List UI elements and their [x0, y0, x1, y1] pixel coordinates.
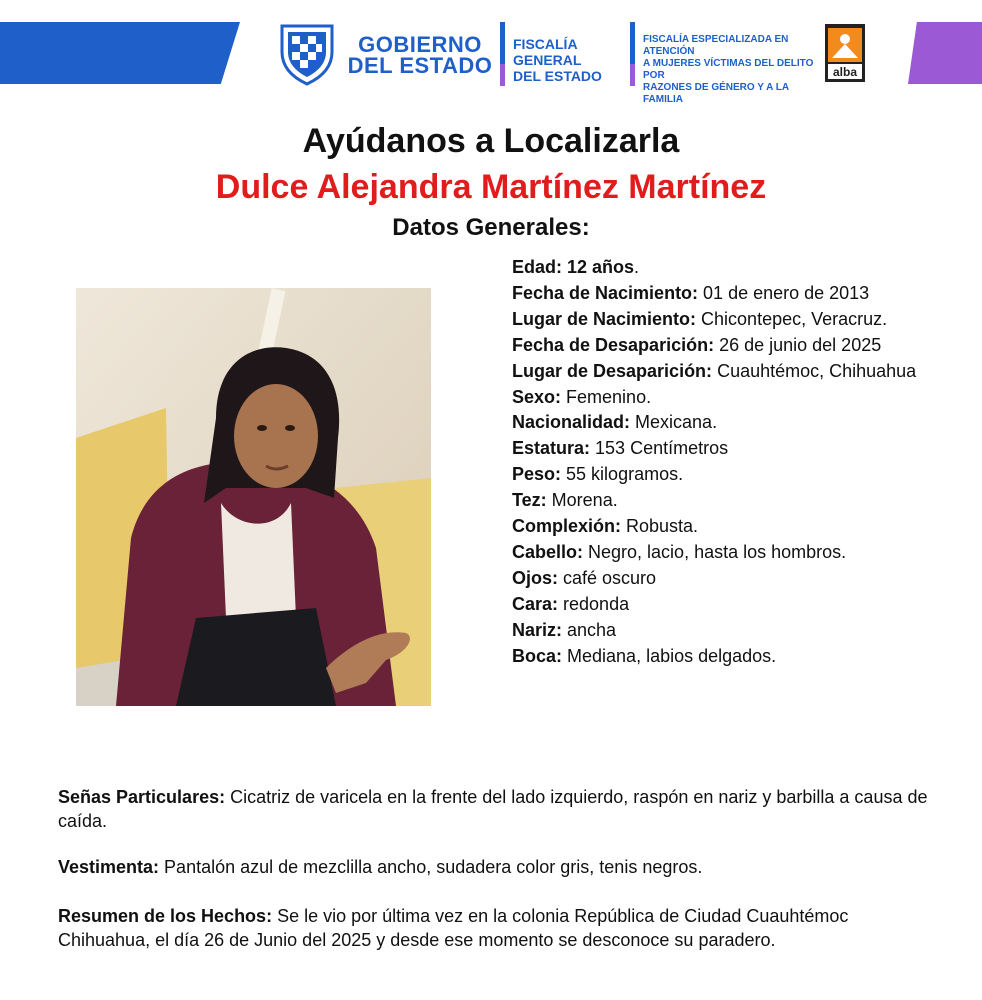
detail-peso	[512, 462, 952, 488]
detail-label: Fecha de Desaparición:	[512, 334, 715, 355]
detail-nariz	[512, 618, 952, 644]
detail-value: ancha	[562, 619, 617, 640]
detail-cara	[512, 592, 952, 618]
detail-cabello	[512, 540, 952, 566]
detail-label: Ojos:	[512, 567, 559, 588]
senas-label: Señas Particulares:	[58, 787, 226, 807]
senas-particulares	[58, 785, 938, 833]
detail-label: Complexión:	[512, 516, 622, 537]
detail-label: Boca:	[512, 645, 563, 666]
especializada-line3: RAZONES DE GÉNERO Y A LA FAMILIA	[643, 82, 789, 105]
detail-label: Peso:	[512, 464, 562, 485]
detail-boca	[512, 644, 952, 670]
divider-bar	[500, 22, 505, 86]
detail-label: Edad: 12 años	[512, 257, 635, 277]
alba-logo-icon	[822, 22, 868, 86]
detail-value: Robusta.	[621, 516, 699, 537]
detail-value: Morena.	[546, 490, 618, 511]
detail-label: Fecha de Nacimiento:	[512, 282, 699, 303]
fiscalia-line2: DEL ESTADO	[513, 68, 602, 84]
state-shield-icon	[278, 22, 336, 86]
detail-ojos	[512, 566, 952, 592]
detail-fecha-desaparicion	[512, 333, 952, 359]
detail-value: Mediana, labios delgados.	[562, 645, 777, 666]
divider-bar	[630, 22, 635, 86]
fiscalia-line1: FISCALÍA GENERAL	[513, 36, 582, 68]
resumen-hechos	[58, 904, 938, 952]
gobierno-line1: GOBIERNO	[358, 32, 482, 57]
detail-estatura	[512, 436, 952, 462]
detail-value: Chicontepec, Veracruz.	[696, 308, 888, 329]
detail-label: Nacionalidad:	[512, 412, 631, 433]
detail-value: 55 kilogramos.	[561, 464, 684, 485]
detail-lugar-desaparicion	[512, 359, 952, 385]
detail-label: Sexo:	[512, 386, 562, 407]
vestimenta-value: Pantalón azul de mezclilla ancho, sudadera color gris, tenis negros.	[159, 857, 703, 877]
detail-tez	[512, 488, 952, 514]
detail-value: .	[634, 257, 640, 277]
especializada-line2: A MUJERES VÍCTIMAS DEL DELITO POR	[643, 58, 814, 81]
gobierno-line2: DEL ESTADO	[347, 53, 493, 78]
senas-value: Cicatriz de varicela en la frente del lado izquierdo, raspón en nariz y barbilla a causa de caída.	[58, 787, 928, 831]
detail-value: 153 Centímetros	[590, 438, 729, 459]
resumen-label: Resumen de los Hechos:	[58, 906, 273, 926]
detail-value: 26 de junio del 2025	[714, 334, 882, 355]
general-data-list	[512, 255, 952, 670]
detail-label: Lugar de Desaparición:	[512, 360, 713, 381]
resumen-value: Se le vio por última vez en la colonia República de Ciudad Cuauhtémoc Chihuahua, el día 26 de Junio del 2025 y desde ese momento se desconoce su paradero.	[58, 906, 849, 950]
detail-label: Cabello:	[512, 541, 584, 562]
missing-person-photo	[76, 288, 431, 706]
detail-label: Lugar de Nacimiento:	[512, 308, 697, 329]
detail-value: café oscuro	[558, 567, 657, 588]
detail-value: Negro, lacio, hasta los hombros.	[583, 541, 847, 562]
header-blue-band	[0, 22, 240, 84]
especializada-line1: FISCALÍA ESPECIALIZADA EN ATENCIÓN	[643, 34, 789, 57]
detail-label: Estatura:	[512, 438, 591, 459]
detail-value: Mexicana.	[630, 412, 718, 433]
header-purple-band	[908, 22, 982, 84]
detail-label: Cara:	[512, 593, 559, 614]
page-title: Ayúdanos a Localizarla	[302, 122, 680, 160]
detail-value: 01 de enero de 2013	[698, 282, 870, 303]
fiscalia-general-logo	[513, 36, 628, 84]
person-photo-icon	[76, 288, 431, 706]
svg-text:alba: alba	[832, 65, 858, 79]
detail-label: Nariz:	[512, 619, 563, 640]
detail-fecha-nacimiento	[512, 281, 952, 307]
missing-person-name: Dulce Alejandra Martínez Martínez	[215, 168, 767, 206]
detail-lugar-nacimiento	[512, 307, 952, 333]
section-title: Datos Generales:	[392, 214, 590, 241]
vestimenta-label: Vestimenta:	[58, 857, 160, 877]
vestimenta	[58, 855, 938, 879]
detail-sexo	[512, 385, 952, 411]
detail-value: redonda	[558, 593, 630, 614]
detail-complexion	[512, 514, 952, 540]
detail-value: Femenino.	[561, 386, 652, 407]
detail-value: Cuauhtémoc, Chihuahua	[712, 360, 917, 381]
detail-label: Tez:	[512, 490, 547, 511]
detail-nacionalidad	[512, 410, 952, 436]
gobierno-del-estado-logo	[345, 34, 495, 76]
detail-edad	[512, 255, 952, 281]
fiscalia-especializada-logo	[643, 34, 818, 106]
